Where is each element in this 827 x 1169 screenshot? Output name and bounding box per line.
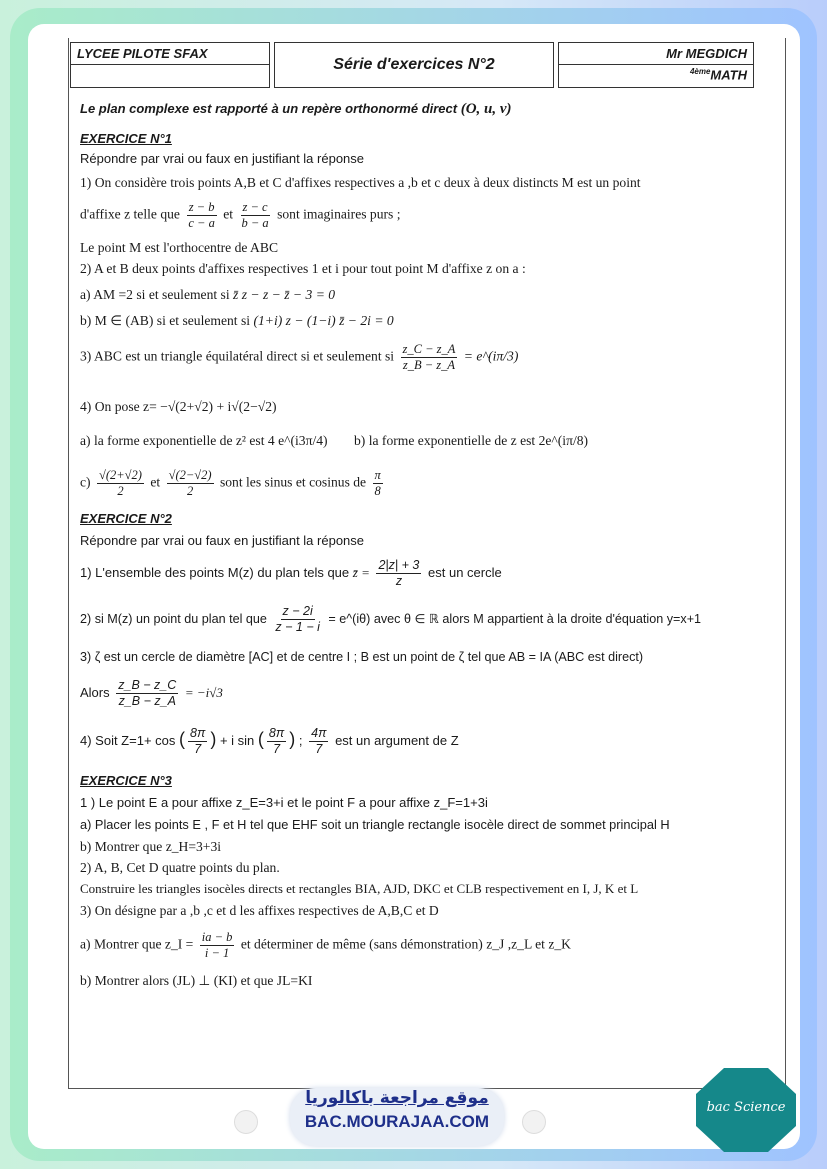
footer-arabic-text[interactable]: موقع مراجعة باكالوريا [305,1088,489,1108]
ex1-q2b [80,312,394,330]
ex2-q4-mid: + i sin [219,732,255,748]
ex2-q2-num: z − 2i [282,604,313,618]
ex2-q2-pre: 2) si M(z) un point du plan tel que [80,611,267,626]
header-teacher-box [558,42,754,88]
ex2-q4-num-1: 8π [190,726,206,740]
ex1-q4c-f1-num: √(2+√2) [98,468,142,482]
ex2-q3b-fraction [116,678,178,709]
ex2-q2-den: z − 1 − i [275,620,320,634]
ex3-title: EXERCICE N°3 [80,773,172,788]
ex1-q2a-pre: a) AM =2 si et seulement si [80,287,230,302]
ex2-q2-fraction [273,604,321,635]
ex2-q4-fraction-3 [309,726,328,757]
ex3-line8: b) Montrer alors (JL) ⊥ (KI) et que JL=KI [80,973,313,988]
ex3-line1: 1 ) Le point E a pour affixe z_E=3+i et le point F a pour affixe z_F=1+3i [80,795,488,810]
ex1-f1-den: c − a [188,216,215,230]
ex1-q4b: b) la forme exponentielle de z est 2e^(iπ/8) [354,433,589,448]
ex2-q3b-post: = −i√3 [184,684,223,700]
ex2-q1-pre: 1) L'ensemble des points M(z) du plan tels que [80,564,350,580]
ex2-title: EXERCICE N°2 [80,511,172,526]
ex3-line4: 2) A, B, Cet D quatre points du plan. [80,860,280,875]
ex2-q3b-pre: Alors [80,684,110,700]
ex1-q1-line1: 1) On considère trois points A,B et C d'affixes respectives a ,b et c deux à deux distincts M est un point [80,175,641,190]
ex2-q3b-den: z_B − z_A [118,694,176,708]
ex2-q3b-num: z_B − z_C [118,678,177,692]
ex1-q4c-f3-num: π [374,468,381,482]
ex2-q4-f3-den: 7 [315,742,323,756]
header-title-box [274,42,554,88]
ex3-line3: b) Montrer que z_H=3+3i [80,839,222,854]
ex2-q1-den: z [395,574,403,588]
ex1-q4c-fraction-1 [97,468,144,499]
ex1-q4c-f2-num: √(2−√2) [168,468,212,482]
ex1-q4c-pre: c) [80,474,91,490]
ex1-q4c-fraction-3 [373,468,383,499]
ex2-instruction: Répondre par vrai ou faux en justifiant la réponse [80,533,365,548]
right-mini-logo [522,1110,546,1134]
ex1-q4a: a) la forme exponentielle de z² est 4 e^(i3π/4) [80,433,328,448]
level-superscript: 4ème [689,67,711,76]
header-school-box [70,42,270,88]
ex1-q4c-f1-den: 2 [117,484,124,498]
ex1-q2: 2) A et B deux points d'affixes respectives 1 et i pour tout point M d'affixe z on a : [80,261,526,276]
intro-math: (O, u, v) [460,101,512,117]
ex3-l7-pre: a) Montrer que z_I = [80,936,194,952]
school-name: LYCEE PILOTE SFAX [71,43,269,65]
ex1-f2-num: z − c [242,200,268,214]
ex1-q4c-fraction-2 [167,468,214,499]
ex2-q4-pre: 4) Soit Z=1+ cos [80,732,176,748]
ex1-q4c [80,468,386,499]
ex1-q1-post: sont imaginaires purs ; [277,206,401,222]
ex2-q4-post: est un argument de Z [335,732,459,748]
ex2-q4-f3-num: 4π [311,726,327,740]
ex2-q4 [80,726,459,757]
ex2-q1-num: 2|z| + 3 [378,558,420,572]
ex1-q1-mid: et [223,206,234,222]
ex2-q4-num-2: 8π [268,726,285,740]
ex1-q1-line3: Le point M est l'orthocentre de ABC [80,240,279,255]
class-level [559,65,753,84]
ex2-q4-paren-open-2: ( [257,728,264,749]
intro-text: Le plan complexe est rapporté à un repère orthonormé direct [80,101,458,116]
ex1-q2a-math: z̄ z − z − z̄ − 3 = 0 [233,287,336,302]
ex2-q4-fraction-1 [188,726,207,757]
ex2-q1 [80,558,502,589]
ex2-q3b [80,678,223,709]
ex1-q4: 4) On pose z= −√(2+√2) + i√(2−√2) [80,399,277,414]
ex1-instruction: Répondre par vrai ou faux en justifiant la réponse [80,151,365,166]
ex1-q3-pre: 3) ABC est un triangle équilatéral direct si et seulement si [80,348,395,364]
ex1-f2-den: b − a [241,216,269,230]
ex2-q4-paren-open-1: ( [179,728,186,749]
ex3-line7 [80,930,571,961]
ex1-f1-num: z − b [188,200,215,214]
teacher-name: Mr MEGDICH [559,43,753,65]
ex1-q1-pre: d'affixe z telle que [80,206,180,222]
ex3-l7-num: ia − b [201,930,233,944]
ex1-q3-num: z_C − z_A [402,342,456,356]
ex3-l7-fraction [200,930,235,961]
ex1-title: EXERCICE N°1 [80,131,172,146]
ex2-q2-post: = e^(iθ) avec θ ∈ ℝ alors M appartient à la droite d'équation y=x+1 [328,611,702,626]
ex3-line5: Construire les triangles isocèles directs et rectangles BIA, AJD, DKC et CLB respectivement en I, J, K et L [80,881,639,896]
left-mini-logo [234,1110,258,1134]
series-title: Série d'exercices N°2 [333,56,495,73]
bac-science-logo-text: bac Science [706,1100,786,1115]
ex1-q2b-pre: b) M ∈ (AB) si et seulement si [80,313,251,328]
ex2-q3: 3) ζ est un cercle de diamètre [AC] et de centre I ; B est un point de ζ tel que AB = IA (ABC est direct) [80,650,644,664]
ex1-q4c-f3-den: 8 [374,484,381,498]
ex2-q4-sep: ; [298,732,303,748]
ex2-q4-den-1: 7 [194,742,202,756]
ex1-q3 [80,342,518,373]
ex3-line2: a) Placer les points E , F et H tel que EHF soit un triangle rectangle isocèle direct de sommet principal H [80,817,670,832]
ex1-q2a [80,286,335,304]
ex3-l7-den: i − 1 [204,946,230,960]
ex1-q3-post: = e^(iπ/3) [463,348,519,364]
ex1-fraction-1 [186,200,216,231]
intro-line [80,100,512,118]
ex1-q3-den: z_B − z_A [402,358,456,372]
ex1-q1-line2 [80,200,401,231]
ex2-q1-post: est un cercle [428,564,502,580]
level-text: MATH [710,67,747,83]
site-footer[interactable] [270,1080,510,1146]
ex2-q4-den-2: 7 [273,742,281,756]
document-page [28,24,800,1149]
footer-url[interactable]: BAC.MOURAJAA.COM [304,1112,490,1131]
ex2-q1-lhs: z̄ = [352,564,370,580]
ex2-q2 [80,604,701,635]
ex2-q4-paren-close-1: ) [210,728,217,749]
bac-science-logo [694,1066,798,1154]
ex3-l7-post: et déterminer de même (sans démonstration) z_J ,z_L et z_K [240,936,572,952]
ex1-q4c-post: sont les sinus et cosinus de [219,474,367,490]
ex1-q3-fraction [401,342,458,373]
ex2-q4-fraction-2 [267,726,286,757]
ex2-q4-paren-close-2: ) [289,728,296,749]
ex1-q4c-and: et [150,474,161,490]
ex2-q1-fraction [376,558,421,589]
ex1-q4c-f2-den: 2 [186,484,194,498]
ex3-line6: 3) On désigne par a ,b ,c et d les affixes respectives de A,B,C et D [80,903,439,918]
ex1-q2b-math: (1+i) z − (1−i) z̄ − 2i = 0 [253,313,394,328]
ex1-fraction-2 [239,200,270,231]
